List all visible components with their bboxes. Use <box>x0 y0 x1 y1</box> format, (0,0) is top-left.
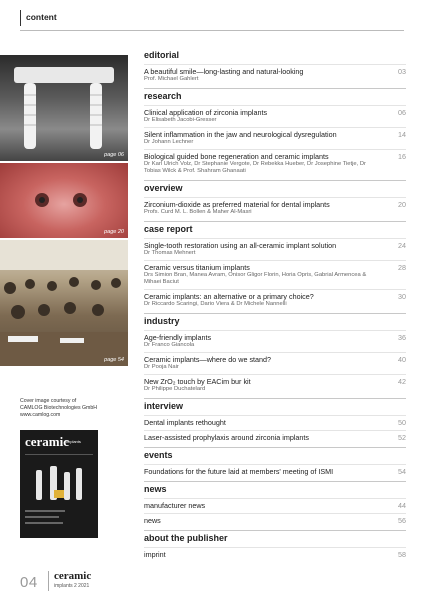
audience-illustration <box>0 240 128 366</box>
toc-section <box>144 447 406 476</box>
entry-page-number: 16 <box>398 152 406 161</box>
section-title: overview <box>144 180 406 197</box>
entry-title: Ceramic implants: an alternative or a primary choice? <box>144 292 314 301</box>
section-title: editorial <box>144 50 180 60</box>
footer-brand: ceramic <box>54 570 92 582</box>
entry-title: Dental implants rethought <box>144 418 226 427</box>
entry-title: manufacturer news <box>144 501 206 510</box>
section-title: case report <box>144 221 406 238</box>
toc-section <box>144 481 406 525</box>
entry-page-number: 40 <box>398 355 406 364</box>
header-divider <box>20 30 404 31</box>
toc-entry[interactable] <box>144 260 406 286</box>
gum-illustration <box>0 163 128 238</box>
entry-title: Ceramic implants—where do we stand? <box>144 355 272 364</box>
toc-entry[interactable] <box>144 197 406 216</box>
toc-entry[interactable] <box>144 289 406 308</box>
toc-entry[interactable] <box>144 330 406 349</box>
cover-implants-illustration <box>20 430 98 538</box>
header-rule <box>20 10 21 26</box>
header-label: content <box>26 12 57 22</box>
entry-title: imprint <box>144 550 166 559</box>
entry-page-number: 20 <box>398 200 406 209</box>
entry-author: Dr Karl Ulrich Volz, Dr Stephanie Vergote, Dr Rebekka Hueber, Dr Josephine Tietje, Dr Tobias Wilck & Prof. Shahram Ghanaati <box>144 161 366 174</box>
toc-entry[interactable] <box>144 64 406 83</box>
toc-entry[interactable] <box>144 430 406 442</box>
page-number: 04 <box>20 574 38 591</box>
entry-title: Ceramic versus titanium implants <box>144 263 250 272</box>
entry-page-number: 14 <box>398 130 406 139</box>
entry-title: Laser-assisted prophylaxis around zirconia implants <box>144 433 309 442</box>
photo-gum-implants <box>0 163 128 238</box>
entry-author: Profs. Curd M. L. Bollen & Maher Al-Masri <box>144 209 252 215</box>
toc-section <box>144 313 406 393</box>
entry-page-number: 03 <box>398 67 406 76</box>
toc-entry[interactable] <box>144 105 406 124</box>
entry-author: Dr Elisabeth Jacobi-Gresser <box>144 117 217 123</box>
cover-title: ceramic <box>25 434 70 449</box>
entry-page-number: 54 <box>398 467 406 476</box>
table-of-contents <box>144 48 406 564</box>
entry-page-number: 06 <box>398 108 406 117</box>
toc-section <box>144 530 406 559</box>
entry-page-number: 36 <box>398 333 406 342</box>
photo-caption: page 20 <box>104 229 124 235</box>
entry-title: Zirconium-dioxide as preferred material for dental implants <box>144 200 330 209</box>
toc-entry[interactable] <box>144 464 406 476</box>
entry-page-number: 28 <box>398 263 406 272</box>
section-title: industry <box>144 313 406 330</box>
entry-author: Prof. Michael Gahlert <box>144 76 199 82</box>
cover-credit-line: www.camlog.com <box>20 412 61 418</box>
entry-author: Dr Johann Lechner <box>144 139 194 145</box>
magazine-cover <box>20 430 98 538</box>
photo-implant-xray <box>0 55 128 161</box>
toc-section <box>144 180 406 216</box>
entry-author: Dr Pooja Nair <box>144 364 179 370</box>
cover-subtitle: implants <box>66 439 81 444</box>
toc-entry[interactable] <box>144 352 406 371</box>
section-title: research <box>144 88 406 105</box>
toc-entry[interactable] <box>144 238 406 257</box>
entry-page-number: 44 <box>398 501 406 510</box>
toc-section <box>144 398 406 442</box>
entry-title: New ZrO₂ touch by EACim bur kit <box>144 377 251 386</box>
entry-page-number: 56 <box>398 516 406 525</box>
entry-author: Dr Philippe Duchatelard <box>144 386 206 392</box>
section-title: events <box>144 447 406 464</box>
entry-title: Single-tooth restoration using an all-ceramic implant solution <box>144 241 337 250</box>
entry-author: Drs Simion Bran, Manea Avram, Onisor Gligor Florin, Horia Opris, Gabrial Armencea & Mihaei Baciut <box>144 272 367 285</box>
entry-title: Foundations for the future laid at members' meeting of ISMI <box>144 467 334 476</box>
entry-author: Dr Franco Giancola <box>144 342 195 348</box>
toc-section <box>144 48 406 83</box>
xray-illustration <box>0 55 128 161</box>
entry-page-number: 30 <box>398 292 406 301</box>
entry-title: Clinical application of zirconia implants <box>144 108 268 117</box>
entry-page-number: 42 <box>398 377 406 386</box>
toc-section <box>144 221 406 308</box>
section-title: interview <box>144 398 406 415</box>
entry-author: Dr Thomas Mehnert <box>144 250 196 256</box>
entry-title: A beautiful smile—long-lasting and natural-looking <box>144 67 304 76</box>
entry-title: news <box>144 516 161 525</box>
entry-page-number: 52 <box>398 433 406 442</box>
toc-entry[interactable] <box>144 547 406 559</box>
footer-brand-sub: implants 2 2021 <box>54 583 90 589</box>
toc-entry[interactable] <box>144 513 406 525</box>
entry-title: Age-friendly implants <box>144 333 212 342</box>
toc-entry[interactable] <box>144 498 406 510</box>
cover-credit-line: Cover image courtesy of <box>20 398 77 404</box>
entry-page-number: 50 <box>398 418 406 427</box>
page-header <box>0 10 424 26</box>
toc-entry[interactable] <box>144 374 406 393</box>
toc-entry[interactable] <box>144 415 406 427</box>
entry-page-number: 58 <box>398 550 406 559</box>
toc-section <box>144 88 406 175</box>
photo-caption: page 54 <box>104 357 124 363</box>
cover-credit-line: CAMLOG Biotechnologies GmbH <box>20 405 97 411</box>
entry-page-number: 24 <box>398 241 406 250</box>
entry-title: Biological guided bone regeneration and ceramic implants <box>144 152 329 161</box>
section-title: news <box>144 481 406 498</box>
entry-author: Dr Riccardo Scaringi, Dario Viera & Dr Michele Nannelli <box>144 301 287 307</box>
photo-meeting-audience <box>0 240 128 366</box>
photo-caption: page 06 <box>104 152 124 158</box>
entry-title: Silent inflammation in the jaw and neurological dysregulation <box>144 130 337 139</box>
toc-entry[interactable] <box>144 127 406 146</box>
cover-credit <box>20 398 124 419</box>
footer-divider <box>48 571 49 591</box>
toc-entry[interactable] <box>144 149 406 175</box>
section-title: about the publisher <box>144 530 406 547</box>
